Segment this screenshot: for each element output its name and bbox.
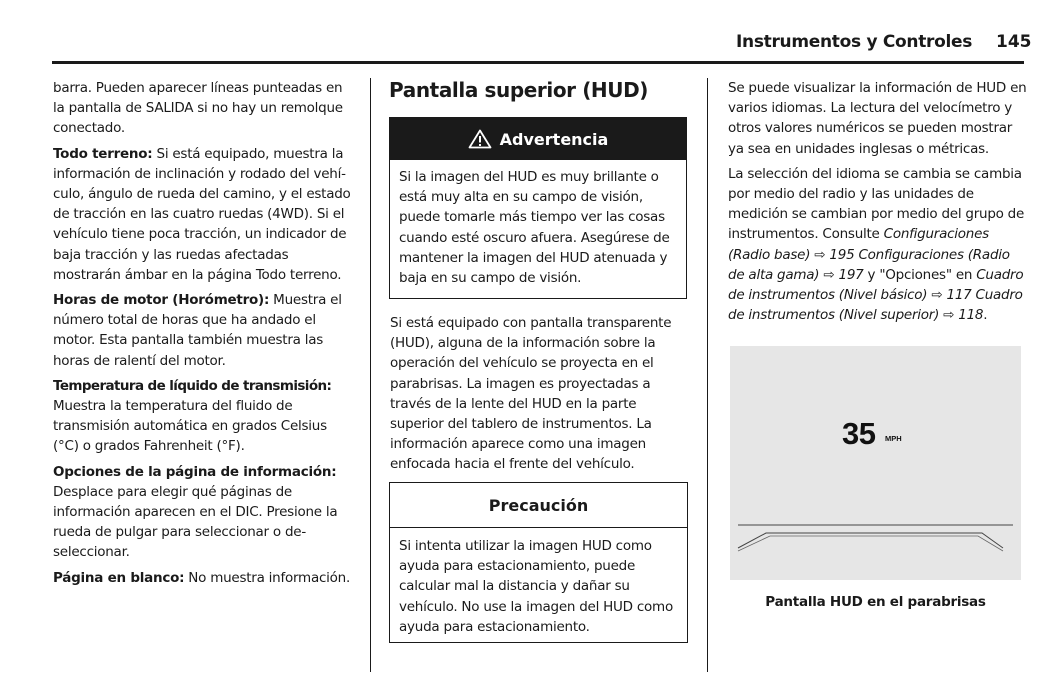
reference-arrow-icon: ⇨ — [939, 307, 955, 324]
section-title: Pantalla superior (HUD) — [389, 78, 649, 102]
reference-arrow-icon: ⇨ — [927, 287, 943, 304]
hud-description — [390, 313, 690, 480]
hud-speed-unit: MPH — [885, 434, 902, 443]
paragraph-todo-terreno: Todo terreno: Si está equipado, muestra la información de inclinación y rodado del vehículo, ángulo de rueda del camino, y el estado de tracción en las cuatro ruedas (4WD). Si el vehículo tiene poca tracción, un indicador de baja tracción y las ruedas afectadas mostrarán ámbar en la página Todo terreno. — [53, 145, 351, 283]
column-divider-right — [707, 78, 708, 672]
paragraph-opciones: Opciones de la página de información: Desplace para elegir qué páginas de información aparecen en el DIC. Presione la rueda de pulgar para seleccionar o de-seleccionar. — [53, 463, 338, 561]
warning-box — [389, 117, 687, 299]
cross-reference[interactable]: Cuadro de instrumentos (Nivel superior) — [728, 287, 1023, 324]
hud-windshield-figure — [730, 346, 1021, 580]
right-column — [728, 78, 1028, 330]
paragraph: Si está equipado con pantalla transparente (HUD), alguna de la información sobre la operación del vehículo se proyecta en el parabrisas. La imagen es proyectadas a través de la lente del HUD en la parte superior del tablero de instrumentos. La información aparece como una imagen enfocada hacia el frente del vehículo. — [390, 315, 672, 473]
column-divider-left — [370, 78, 371, 672]
term: Opciones de la página de información: — [53, 463, 337, 480]
left-column — [53, 78, 353, 593]
figure-caption: Pantalla HUD en el parabrisas — [765, 594, 986, 610]
paragraph-horas-motor: Horas de motor (Horómetro): Muestra el número total de horas que ha andado el motor. Esta pantalla también muestra las horas de ralentí del motor. — [53, 292, 342, 369]
caution-box — [389, 482, 688, 643]
term: Todo terreno: — [53, 145, 153, 162]
header-rule — [52, 61, 1024, 64]
caution-header: Precaución — [390, 483, 687, 528]
warning-title: Advertencia — [499, 129, 609, 149]
cross-reference[interactable]: Configuraciones (Radio de alta gama) — [728, 246, 1010, 283]
paragraph-language: La selección del idioma se cambia se cambia por medio del radio y las unidades de medición se cambian por medio del grupo de instrumentos. Consulte Configuraciones (Radio base) ⇨ 195 Configuraciones (Radio de alta gama) ⇨ 197 y "Opciones" en Cuadro de instrumentos (Nivel básico) ⇨ 117 Cuadro de instrumentos (Nivel superior) ⇨ 118. — [728, 165, 1025, 324]
page-number: 145 — [996, 32, 1032, 52]
hud-speed-value: 35 — [842, 416, 876, 451]
running-header-title: Instrumentos y Controles — [736, 32, 973, 52]
paragraph: barra. Pueden aparecer líneas punteadas en la pantalla de SALIDA si no hay un remolque conectado. — [53, 80, 343, 137]
term: Horas de motor (Horómetro): — [53, 292, 270, 309]
warning-header — [390, 118, 686, 160]
paragraph-pagina-blanco: Página en blanco: No muestra información. — [53, 569, 350, 586]
paragraph-temperatura: Temperatura de líquido de transmisión: Muestra la temperatura del fluido de transmisión automática en grados Celsius (°C) o grados Fahrenheit (°F). — [53, 377, 332, 455]
term: Temperatura de líquido de transmisión: — [53, 377, 332, 394]
warning-text: Si la imagen del HUD es muy brillante o está muy alta en su campo de visión, puede tomarle más tiempo ver las cosas cuando esté oscuro afuera. Asegúrese de mantener la imagen del HUD atenuada y baja en su campo de visión. — [399, 169, 670, 287]
cross-reference[interactable]: Configuraciones (Radio base) — [728, 226, 989, 263]
cross-reference[interactable]: Cuadro de instrumentos (Nivel básico) — [728, 266, 1024, 304]
term: Página en blanco: — [53, 569, 185, 586]
windshield-outline — [730, 346, 1021, 580]
paragraph: Se puede visualizar la información de HUD en varios idiomas. La lectura del velocímetro y otros valores numéricos se pueden mostrar ya sea en unidades inglesas o métricas. — [728, 80, 1027, 157]
warning-triangle-icon — [468, 129, 492, 149]
caution-text: Si intenta utilizar la imagen HUD como ayuda para estacionamiento, puede calcular mal la distancia y dañar su vehículo. No use la imagen del HUD como ayuda para estacionamiento. — [399, 538, 673, 635]
reference-arrow-icon: ⇨ — [819, 266, 835, 283]
reference-arrow-icon: ⇨ — [810, 246, 826, 263]
